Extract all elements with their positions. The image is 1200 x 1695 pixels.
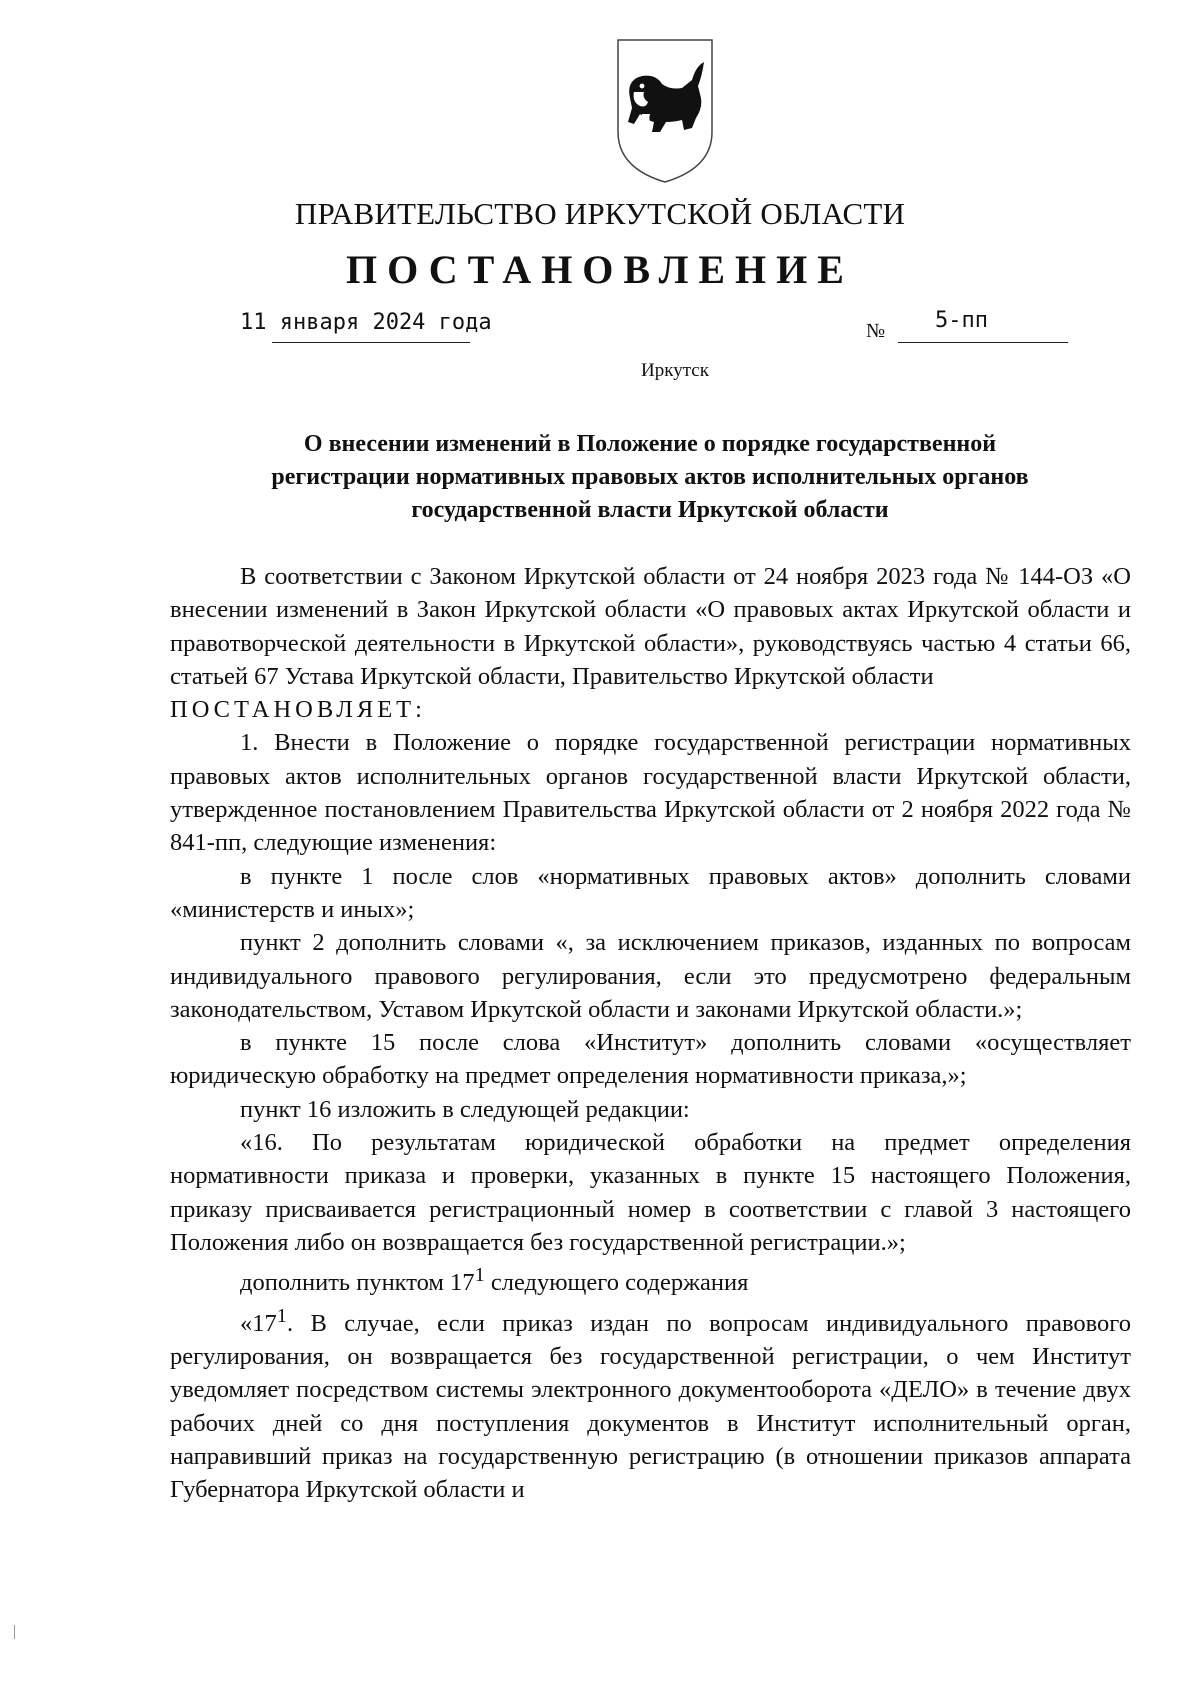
resolves-statement: ПОСТАНОВЛЯЕТ: [170,696,426,724]
document-heading [170,428,1130,527]
number-sign: № [866,320,886,342]
point-17-1-superscript: 1 [276,1304,287,1327]
point-17-1-number: «17 [240,1309,277,1337]
scan-margin-mark [14,1625,15,1639]
change-2-paragraph: пункт 2 дополнить словами «, за исключением приказов, изданных по вопросам индивидуального правового регулирования, если это предусмотрено федеральным законодательством, Уставом Иркутской области и законами Иркутской области.»; [170,929,1131,1023]
document-number: 5-пп [935,308,988,333]
heading-line: регистрации нормативных правовых актов исполнительных органов [271,464,1029,490]
date-underline [272,342,470,343]
point-17-1-text: . В случае, если приказ издан по вопросам индивидуального правового регулирования, он возвращается без государственной регистрации, о чем Институт уведомляет посредством системы электронного документооборота «ДЕЛО» в течение двух рабочих дней со дня поступления документов в Институт исполнительный орган, направивший приказ на государственную регистрацию (в отношении приказов аппарата Губернатора Иркутской области и [170,1309,1131,1504]
change-5-text: дополнить пунктом 17 [240,1269,475,1297]
change-1-paragraph: в пункте 1 после слов «нормативных правовых актов» дополнить словами «министерств и иных»; [170,862,1131,923]
change-3-paragraph: в пункте 15 после слова «Институт» дополнить словами «осуществляет юридическую обработку на предмет определения нормативности приказа,»; [170,1029,1131,1090]
heading-line: О внесении изменений в Положение о порядке государственной [303,431,997,457]
change-5-paragraph [170,1259,1131,1299]
preamble-paragraph: В соответствии с Законом Иркутской области от 24 ноября 2023 года № 144-ОЗ «О внесении изменений в Закон Иркутской области «О правовых актах Иркутской области и правотворческой деятельности в Иркутской области», руководствуясь частью 4 статьи 66, статьей 67 Устава Иркутской области, Правительство Иркутской области [170,563,1131,690]
change-4-paragraph: пункт 16 изложить в следующей редакции: [240,1095,690,1123]
government-name: ПРАВИТЕЛЬСТВО ИРКУТСКОЙ ОБЛАСТИ [294,196,906,231]
coat-of-arms-emblem [612,36,718,184]
change-5-text-end: следующего содержания [484,1269,749,1297]
heading-line: государственной власти Иркутской области [411,497,889,523]
document-body [170,560,1131,1507]
item-1-paragraph: 1. Внести в Положение о порядке государственной регистрации нормативных правовых актов исполнительных органов государственной власти Иркутской области, утвержденное постановлением Правительства Иркутской области от 2 ноября 2022 года № 841-пп, следующие изменения: [170,729,1131,857]
document-city: Иркутск [641,360,709,381]
point-17-1-paragraph [170,1300,1131,1507]
document-type: ПОСТАНОВЛЕНИЕ [346,247,854,292]
document-date: 11 января 2024 года [240,310,492,335]
number-underline [898,342,1068,343]
point-16-paragraph: «16. По результатам юридической обработки на предмет определения нормативности приказа и проверки, указанных в пункте 15 настоящего Положения, приказу присваивается регистрационный номер в соответствии с главой 3 настоящего Положения либо он возвращается без государственной регистрации.»; [170,1129,1131,1256]
change-5-superscript: 1 [474,1264,485,1287]
